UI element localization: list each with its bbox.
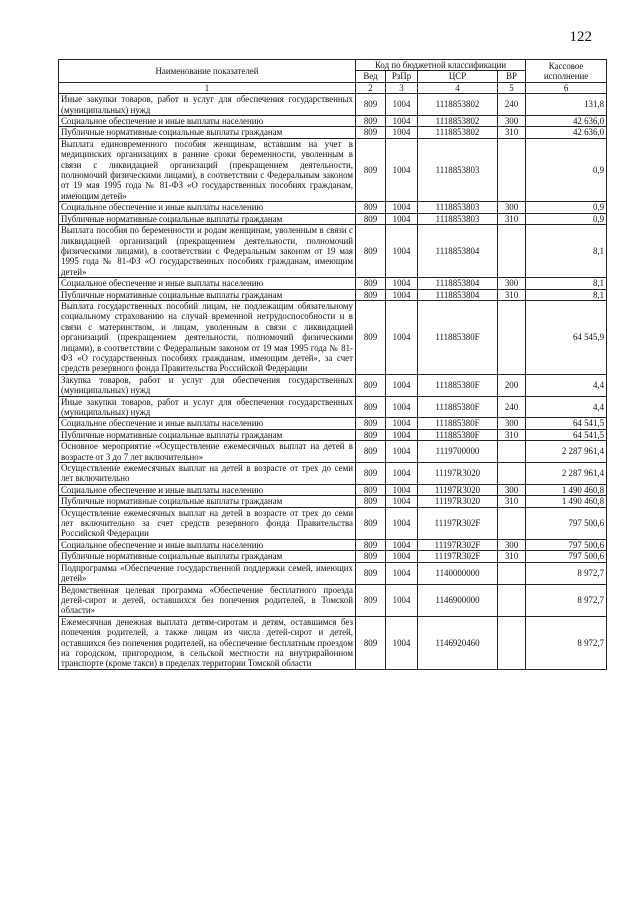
- column-number: 2: [356, 82, 386, 93]
- row-name: Выплата пособия по беременности и родам женщинам, уволенным в связи с ликвидацией организаций (прекращением деятельности, полномочий физическими лицами), в соответствии с Федеральным законом от 19 мая 1995 года № 81-ФЗ «О государственных пособиях гражданам, имеющим детей»: [59, 225, 356, 278]
- table-row: [59, 463, 607, 485]
- table-row: [59, 507, 607, 539]
- row-vr: [498, 225, 526, 278]
- row-rzpr: 1004: [386, 225, 418, 278]
- row-rzpr: 1004: [386, 278, 418, 289]
- row-vr: [498, 463, 526, 485]
- row-ved: 809: [356, 138, 386, 201]
- table-row: [59, 225, 607, 278]
- row-rzpr: 1004: [386, 127, 418, 138]
- row-vr: 300: [498, 539, 526, 550]
- row-csr: 1118853804: [418, 278, 498, 289]
- row-rzpr: 1004: [386, 202, 418, 213]
- table-row: [59, 127, 607, 138]
- row-ved: 809: [356, 463, 386, 485]
- row-name: Публичные нормативные социальные выплаты гражданам: [59, 496, 356, 507]
- table-body: [59, 94, 607, 670]
- table-row: [59, 539, 607, 550]
- row-amount: 8,1: [526, 289, 607, 300]
- row-vr: [498, 616, 526, 669]
- row-name: Публичные нормативные социальные выплаты гражданам: [59, 289, 356, 300]
- row-amount: 8,1: [526, 225, 607, 278]
- table-row: [59, 374, 607, 396]
- page-number: 122: [569, 29, 592, 45]
- row-amount: 64 545,9: [526, 300, 607, 374]
- table-row: [59, 289, 607, 300]
- table-row: [59, 484, 607, 495]
- row-rzpr: 1004: [386, 300, 418, 374]
- row-csr: 1140000000: [418, 562, 498, 584]
- row-vr: [498, 138, 526, 201]
- table-row: [59, 116, 607, 127]
- row-csr: 111885380F: [418, 418, 498, 429]
- column-number: 5: [498, 82, 526, 93]
- row-rzpr: 1004: [386, 396, 418, 418]
- row-amount: 8 972,7: [526, 584, 607, 616]
- row-name: Ежемесячная денежная выплата детям-сиротам и детям, оставшимся без попечения родителей, а также лицам из числа детей-сирот и детей, оставшихся без попечения родителей, на обеспечение бесплатным проездом на городском, пригородном, в сельской местности на внутрирайонном транспорте (кроме такси) в пределах территории Томской области: [59, 616, 356, 669]
- row-ved: 809: [356, 539, 386, 550]
- row-vr: 310: [498, 289, 526, 300]
- table-row: [59, 441, 607, 463]
- row-rzpr: 1004: [386, 418, 418, 429]
- row-csr: 1118853802: [418, 116, 498, 127]
- row-csr: 11197R302F: [418, 539, 498, 550]
- row-amount: 1 490 460,8: [526, 484, 607, 495]
- table-row: [59, 418, 607, 429]
- header-vr: ВР: [498, 71, 526, 82]
- row-vr: [498, 300, 526, 374]
- row-csr: 111885380F: [418, 300, 498, 374]
- table-row: [59, 202, 607, 213]
- row-amount: 4,4: [526, 374, 607, 396]
- row-amount: 8 972,7: [526, 562, 607, 584]
- row-vr: 310: [498, 496, 526, 507]
- row-csr: 1146920460: [418, 616, 498, 669]
- row-rzpr: 1004: [386, 213, 418, 224]
- header-code-group: Код по бюджетной классификации: [356, 60, 526, 71]
- row-ved: 809: [356, 278, 386, 289]
- row-vr: 300: [498, 202, 526, 213]
- row-vr: 300: [498, 418, 526, 429]
- row-ved: 809: [356, 374, 386, 396]
- row-ved: 809: [356, 300, 386, 374]
- row-csr: 111885380F: [418, 396, 498, 418]
- header-csr: ЦСР: [418, 71, 498, 82]
- row-amount: 42 636,0: [526, 116, 607, 127]
- row-rzpr: 1004: [386, 507, 418, 539]
- row-amount: 42 636,0: [526, 127, 607, 138]
- row-amount: 0,9: [526, 202, 607, 213]
- row-name: Публичные нормативные социальные выплаты гражданам: [59, 213, 356, 224]
- column-number: 3: [386, 82, 418, 93]
- row-ved: 809: [356, 116, 386, 127]
- header-amount: Кассовое исполнение: [526, 60, 607, 83]
- row-csr: 1118853803: [418, 202, 498, 213]
- row-rzpr: 1004: [386, 429, 418, 440]
- row-ved: 809: [356, 396, 386, 418]
- row-csr: 11197R3020: [418, 484, 498, 495]
- row-rzpr: 1004: [386, 562, 418, 584]
- row-ved: 809: [356, 496, 386, 507]
- table-row: [59, 278, 607, 289]
- table-row: [59, 584, 607, 616]
- row-rzpr: 1004: [386, 441, 418, 463]
- row-vr: 240: [498, 94, 526, 116]
- row-ved: 809: [356, 551, 386, 562]
- table-row: [59, 562, 607, 584]
- row-amount: 797 500,6: [526, 551, 607, 562]
- row-rzpr: 1004: [386, 539, 418, 550]
- row-name: Осуществление ежемесячных выплат на детей в возрасте от трех до семи лет включительно за счет средств резервного фонда Правительства Российской Федерации: [59, 507, 356, 539]
- row-vr: [498, 507, 526, 539]
- row-name: Публичные нормативные социальные выплаты гражданам: [59, 429, 356, 440]
- row-vr: 310: [498, 551, 526, 562]
- row-vr: 240: [498, 396, 526, 418]
- row-vr: 200: [498, 374, 526, 396]
- row-amount: 797 500,6: [526, 507, 607, 539]
- row-name: Подпрограмма «Обеспечение государственной поддержки семей, имеющих детей»: [59, 562, 356, 584]
- row-amount: 2 287 961,4: [526, 441, 607, 463]
- row-csr: 111885380F: [418, 374, 498, 396]
- table-row: [59, 138, 607, 201]
- row-name: Публичные нормативные социальные выплаты гражданам: [59, 551, 356, 562]
- header-rzpr: РзПр: [386, 71, 418, 82]
- row-vr: [498, 562, 526, 584]
- row-csr: 11197R302F: [418, 551, 498, 562]
- row-ved: 809: [356, 225, 386, 278]
- row-csr: 11197R3020: [418, 463, 498, 485]
- row-name: Социальное обеспечение и иные выплаты населению: [59, 484, 356, 495]
- row-rzpr: 1004: [386, 116, 418, 127]
- row-amount: 64 541,5: [526, 418, 607, 429]
- row-ved: 809: [356, 484, 386, 495]
- budget-execution-table: [58, 59, 607, 670]
- row-csr: 1118853803: [418, 213, 498, 224]
- table-row: [59, 551, 607, 562]
- row-csr: 111885380F: [418, 429, 498, 440]
- row-name: Основное мероприятие «Осуществление ежемесячных выплат на детей в возрасте от 3 до 7 лет включительно»: [59, 441, 356, 463]
- row-name: Социальное обеспечение и иные выплаты населению: [59, 539, 356, 550]
- row-rzpr: 1004: [386, 374, 418, 396]
- row-rzpr: 1004: [386, 584, 418, 616]
- row-rzpr: 1004: [386, 496, 418, 507]
- row-vr: 300: [498, 484, 526, 495]
- row-amount: 0,9: [526, 138, 607, 201]
- row-ved: 809: [356, 507, 386, 539]
- row-name: Выплата единовременного пособия женщинам, вставшим на учет в медицинских организациях в ранние сроки беременности, уволенным в связи с ликвидацией организаций (прекращением деятельности, полномочий физическими лицами), в соответствии с Федеральным законом от 19 мая 1995 года № 81-ФЗ «О государственных пособиях гражданам, имеющим детей»: [59, 138, 356, 201]
- row-name: Ведомственная целевая программа «Обеспечение бесплатного проезда детей-сирот и детей, оставшихся без попечения родителей, в Томской области»: [59, 584, 356, 616]
- row-name: Социальное обеспечение и иные выплаты населению: [59, 278, 356, 289]
- row-rzpr: 1004: [386, 94, 418, 116]
- row-ved: 809: [356, 616, 386, 669]
- row-rzpr: 1004: [386, 289, 418, 300]
- row-csr: 1119700000: [418, 441, 498, 463]
- row-ved: 809: [356, 202, 386, 213]
- table-row: [59, 300, 607, 374]
- row-csr: 1118853803: [418, 138, 498, 201]
- row-vr: 310: [498, 429, 526, 440]
- row-ved: 809: [356, 584, 386, 616]
- table-row: [59, 396, 607, 418]
- row-vr: 300: [498, 278, 526, 289]
- column-number: 1: [59, 82, 356, 93]
- row-rzpr: 1004: [386, 484, 418, 495]
- row-csr: 1146900000: [418, 584, 498, 616]
- row-amount: 131,8: [526, 94, 607, 116]
- row-ved: 809: [356, 441, 386, 463]
- table-row: [59, 616, 607, 669]
- row-amount: 8 972,7: [526, 616, 607, 669]
- row-ved: 809: [356, 127, 386, 138]
- row-csr: 1118853802: [418, 94, 498, 116]
- row-rzpr: 1004: [386, 138, 418, 201]
- row-name: Закупка товаров, работ и услуг для обеспечения государственных (муниципальных) нужд: [59, 374, 356, 396]
- row-vr: [498, 441, 526, 463]
- row-name: Публичные нормативные социальные выплаты гражданам: [59, 127, 356, 138]
- row-ved: 809: [356, 418, 386, 429]
- header-name: Наименование показателей: [59, 60, 356, 83]
- row-amount: 1 490 460,8: [526, 496, 607, 507]
- column-number-row: [59, 82, 607, 93]
- row-ved: 809: [356, 429, 386, 440]
- row-csr: 11197R302F: [418, 507, 498, 539]
- row-csr: 1118853804: [418, 225, 498, 278]
- row-name: Социальное обеспечение и иные выплаты населению: [59, 202, 356, 213]
- row-ved: 809: [356, 94, 386, 116]
- column-number: 4: [418, 82, 498, 93]
- row-csr: 1118853804: [418, 289, 498, 300]
- row-amount: 2 287 961,4: [526, 463, 607, 485]
- row-ved: 809: [356, 289, 386, 300]
- table-row: [59, 429, 607, 440]
- row-ved: 809: [356, 562, 386, 584]
- row-rzpr: 1004: [386, 463, 418, 485]
- table-row: [59, 94, 607, 116]
- row-name: Иные закупки товаров, работ и услуг для обеспечения государственных (муниципальных) нужд: [59, 94, 356, 116]
- row-csr: 11197R3020: [418, 496, 498, 507]
- row-vr: 310: [498, 213, 526, 224]
- row-rzpr: 1004: [386, 551, 418, 562]
- row-vr: 300: [498, 116, 526, 127]
- row-name: Осуществление ежемесячных выплат на детей в возрасте от трех до семи лет включительно: [59, 463, 356, 485]
- row-name: Социальное обеспечение и иные выплаты населению: [59, 116, 356, 127]
- row-vr: [498, 584, 526, 616]
- row-name: Выплата государственных пособий лицам, не подлежащим обязательному социальному страхованию на случай временной нетрудоспособности и в связи с материнством, и лицам, уволенным в связи с ликвидацией организаций (прекращением деятельности, полномочий физическими лицами), в соответствии с Федеральным законом от 19 мая 1995 года № 81-ФЗ «О государственных пособиях гражданам, имеющим детей», за счет средств резервного фонда Правительства Российской Федерации: [59, 300, 356, 374]
- row-csr: 1118853802: [418, 127, 498, 138]
- row-ved: 809: [356, 213, 386, 224]
- row-amount: 797 500,6: [526, 539, 607, 550]
- table-row: [59, 213, 607, 224]
- row-amount: 4,4: [526, 396, 607, 418]
- row-name: Социальное обеспечение и иные выплаты населению: [59, 418, 356, 429]
- row-vr: 310: [498, 127, 526, 138]
- row-rzpr: 1004: [386, 616, 418, 669]
- row-amount: 64 541,5: [526, 429, 607, 440]
- column-number: 6: [526, 82, 607, 93]
- row-name: Иные закупки товаров, работ и услуг для обеспечения государственных (муниципальных) нужд: [59, 396, 356, 418]
- row-amount: 0,9: [526, 213, 607, 224]
- header-ved: Вед: [356, 71, 386, 82]
- row-amount: 8,1: [526, 278, 607, 289]
- table-row: [59, 496, 607, 507]
